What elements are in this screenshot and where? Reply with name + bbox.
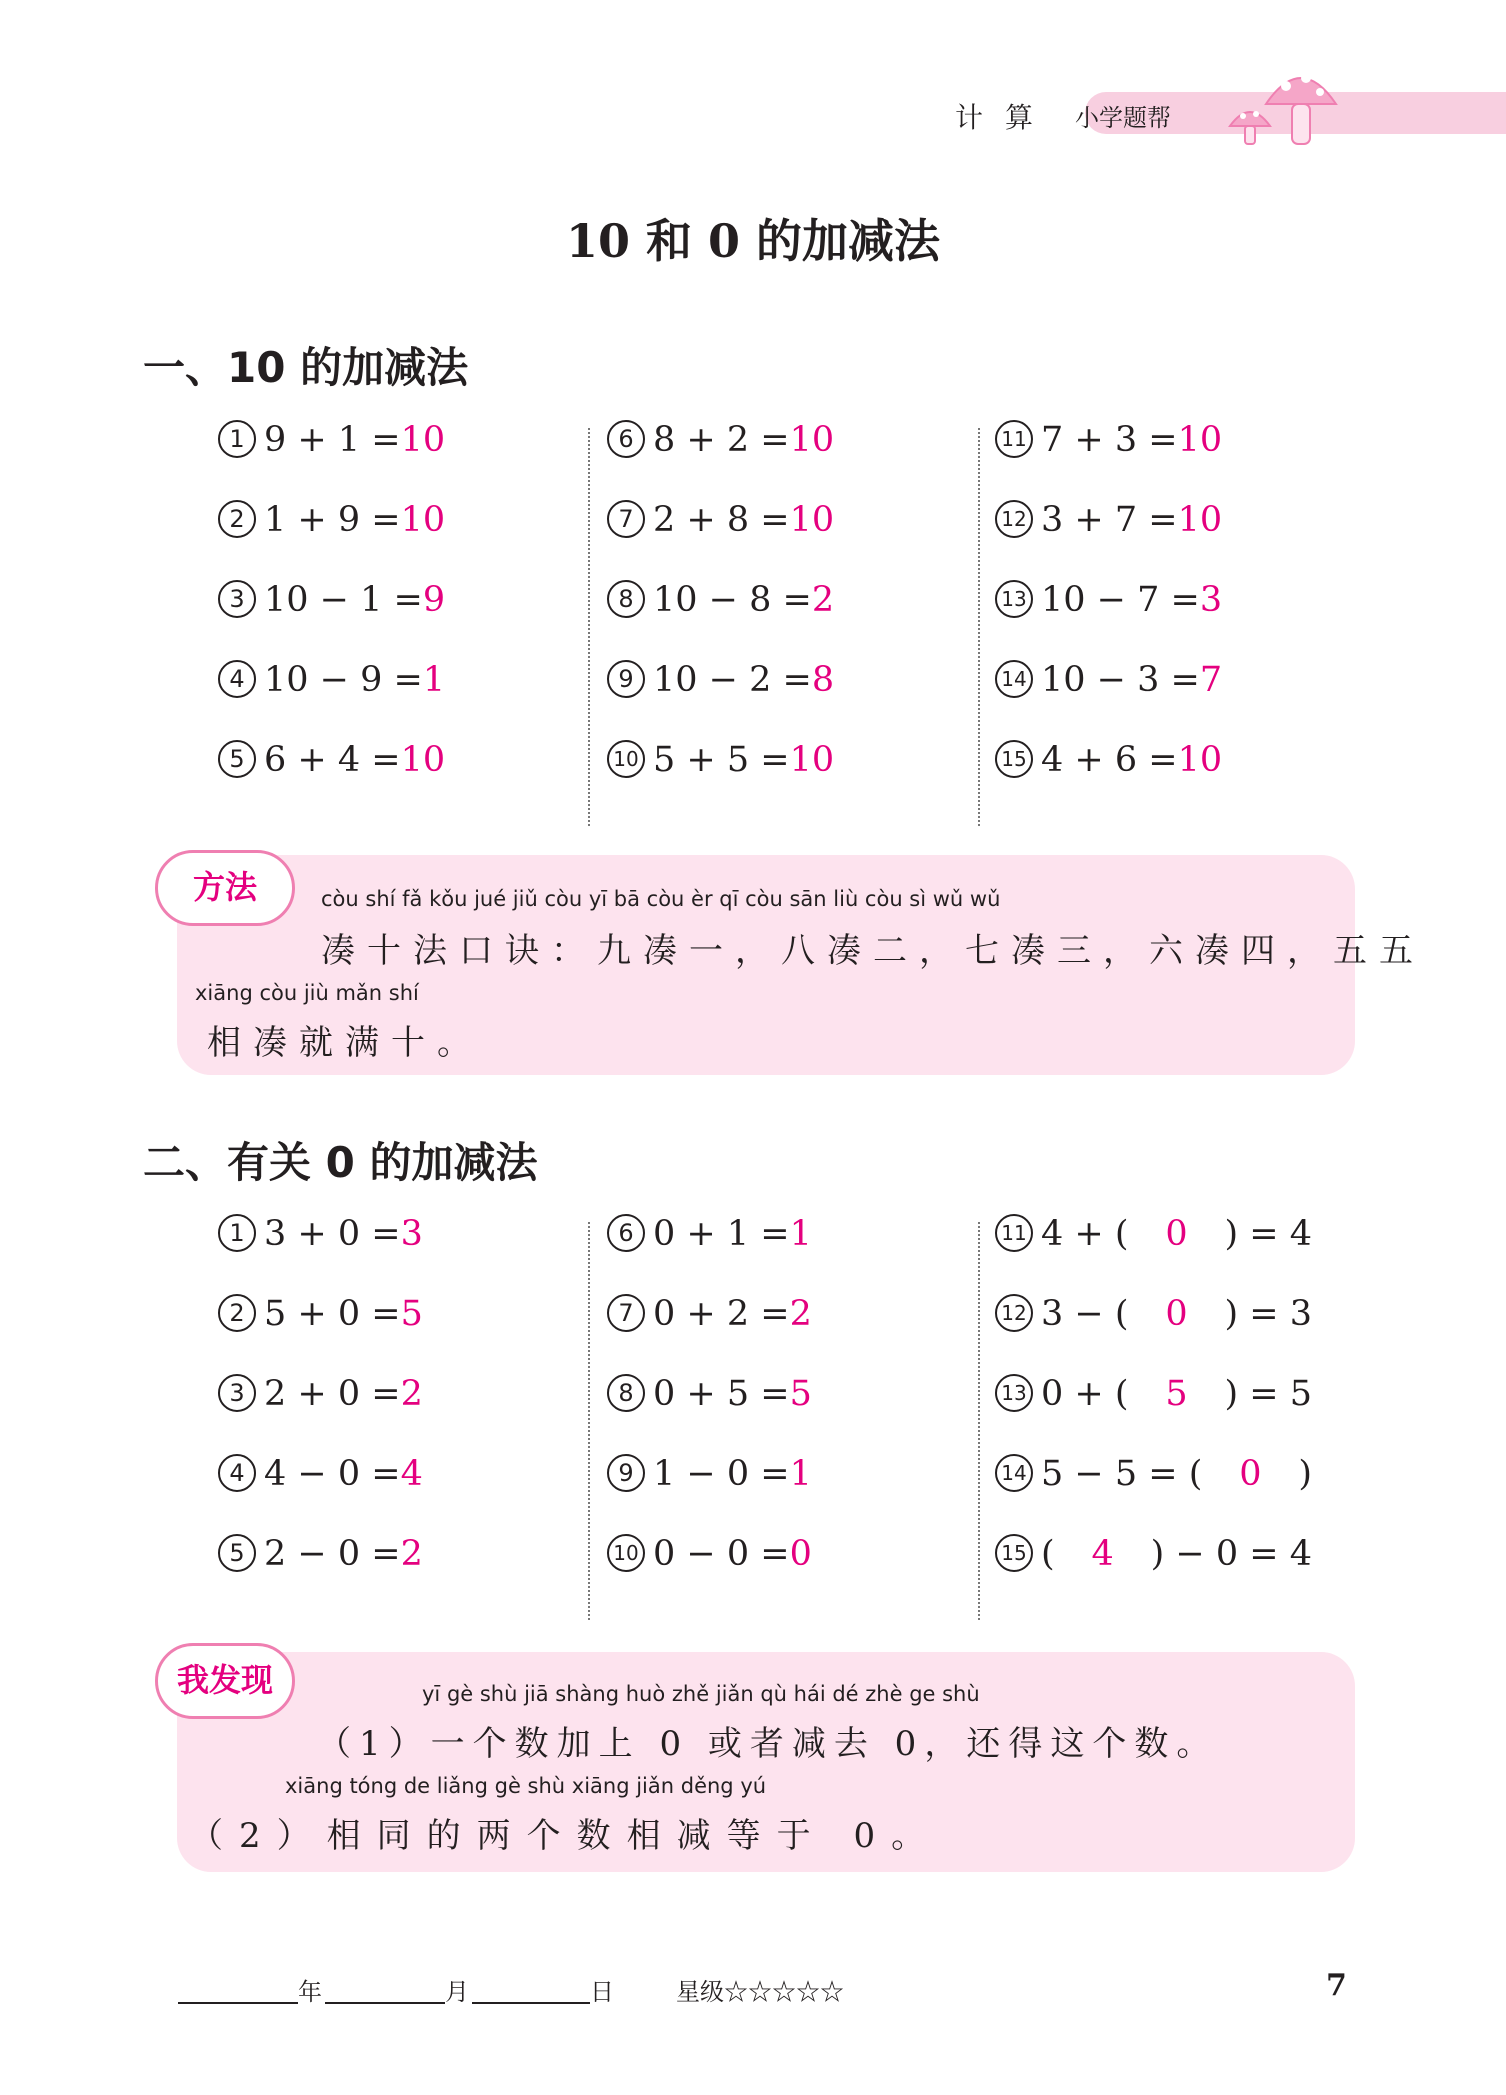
exercise-answer: 0	[1165, 1214, 1188, 1254]
exercise-expression: 9 + 1 =	[264, 420, 401, 460]
exercise-expression: 10 − 8 =	[653, 580, 812, 620]
exercise-item	[607, 1534, 812, 1575]
exercise-answer: 4	[400, 1454, 423, 1494]
exercise-answer: 2	[400, 1374, 423, 1414]
exercise-item	[995, 1454, 1312, 1495]
exercise-answer: 0	[789, 1534, 812, 1574]
exercise-number: 15	[995, 740, 1033, 778]
exercise-number: 2	[218, 1294, 256, 1332]
exercise-expression: 5 + 0 =	[264, 1294, 401, 1334]
discovery-text-line1: （1）一个数加上 0 或者减去 0，还得这个数。	[317, 1724, 1219, 1764]
exercise-number: 4	[218, 1454, 256, 1492]
exercise-answer: 10	[789, 740, 835, 780]
exercise-answer: 4	[1091, 1534, 1114, 1574]
exercise-expression: 3 − (	[1041, 1294, 1129, 1334]
exercise-answer: 8	[811, 660, 835, 700]
exercise-answer: 2	[789, 1294, 812, 1334]
exercise-answer: 10	[400, 420, 446, 460]
exercise-number: 8	[607, 1374, 645, 1412]
footer-month-label: 月	[445, 1978, 469, 2006]
exercise-number: 3	[218, 580, 256, 618]
column-divider	[978, 428, 980, 826]
discovery-pinyin-line1: yī gè shù jiā shàng huò zhě jiǎn qù hái dé zhè ge shù	[422, 1682, 980, 1706]
exercise-number: 6	[607, 420, 645, 458]
header-brand: 小学题帮	[1075, 104, 1171, 132]
exercise-expression: 2 − 0 =	[264, 1534, 401, 1574]
exercise-item	[607, 1214, 812, 1255]
footer-year-label: 年	[298, 1978, 322, 2006]
exercise-item	[995, 1214, 1312, 1255]
exercise-item	[995, 500, 1222, 541]
exercise-answer: 5	[789, 1374, 812, 1414]
exercise-expression: 3 + 0 =	[264, 1214, 401, 1254]
column-divider	[588, 1222, 590, 1620]
exercise-item	[607, 1454, 812, 1495]
exercise-expression: 10 − 2 =	[653, 660, 812, 700]
exercise-number: 12	[995, 1294, 1033, 1332]
exercise-answer: 10	[789, 420, 835, 460]
exercise-number: 4	[218, 660, 256, 698]
exercise-answer: 0	[1165, 1294, 1188, 1334]
exercise-item	[218, 660, 445, 701]
exercise-item	[218, 580, 445, 621]
exercise-answer: 0	[1239, 1454, 1262, 1494]
day-blank[interactable]	[472, 2002, 590, 2004]
exercise-expression: 2 + 0 =	[264, 1374, 401, 1414]
exercise-item	[607, 580, 834, 621]
exercise-number: 1	[218, 420, 256, 458]
exercise-expression: 1 + 9 =	[264, 500, 401, 540]
exercise-number: 7	[607, 500, 645, 538]
exercise-expression: 10 − 3 =	[1041, 660, 1200, 700]
exercise-number: 9	[607, 1454, 645, 1492]
exercise-number: 10	[607, 740, 645, 778]
exercise-number: 14	[995, 1454, 1033, 1492]
exercise-expression: 3 + 7 =	[1041, 500, 1178, 540]
exercise-answer: 10	[789, 500, 835, 540]
discovery-text-line2: （2）相同的两个数相减等于 0。	[189, 1816, 942, 1856]
mushroom-icon	[1262, 58, 1340, 148]
exercise-expression: ) − 0 = 4	[1150, 1534, 1313, 1574]
exercise-item	[607, 660, 834, 701]
exercise-number: 10	[607, 1534, 645, 1572]
discovery-pinyin-line2: xiāng tóng de liǎng gè shù xiāng jiǎn děng yú	[285, 1774, 767, 1798]
exercise-expression: 5 + 5 =	[653, 740, 790, 780]
exercise-expression: 0 − 0 =	[653, 1534, 790, 1574]
exercise-expression: 4 + 6 =	[1041, 740, 1178, 780]
exercise-item	[995, 420, 1222, 461]
exercise-number: 11	[995, 420, 1033, 458]
exercise-item	[218, 1294, 423, 1335]
exercise-number: 5	[218, 740, 256, 778]
month-blank[interactable]	[325, 2002, 445, 2004]
exercise-number: 3	[218, 1374, 256, 1412]
method-badge: 方法	[155, 850, 295, 926]
column-divider	[588, 428, 590, 826]
section2-heading: 二、有关 0 的加减法	[143, 1138, 538, 1187]
exercise-expression: 10 − 1 =	[264, 580, 423, 620]
exercise-number: 12	[995, 500, 1033, 538]
exercise-expression: 7 + 3 =	[1041, 420, 1178, 460]
exercise-item	[607, 420, 834, 461]
exercise-answer: 7	[1199, 660, 1223, 700]
exercise-number: 11	[995, 1214, 1033, 1252]
exercise-number: 7	[607, 1294, 645, 1332]
exercise-item	[607, 500, 834, 541]
exercise-expression: ) = 4	[1224, 1214, 1312, 1254]
year-blank[interactable]	[178, 2002, 298, 2004]
star-rating[interactable]: 星级☆☆☆☆☆	[676, 1978, 844, 2006]
exercise-item	[218, 1374, 423, 1415]
exercise-answer: 5	[400, 1294, 423, 1334]
footer-day-label: 日	[590, 1978, 614, 2006]
exercise-expression: 4 + (	[1041, 1214, 1129, 1254]
exercise-answer: 10	[1177, 500, 1223, 540]
exercise-number: 13	[995, 1374, 1033, 1412]
exercise-number: 15	[995, 1534, 1033, 1572]
exercise-answer: 3	[400, 1214, 423, 1254]
exercise-item	[607, 740, 834, 781]
exercise-answer: 2	[400, 1534, 423, 1574]
exercise-answer: 2	[811, 580, 835, 620]
page-number: 7	[1326, 1968, 1347, 2003]
exercise-number: 1	[218, 1214, 256, 1252]
discovery-badge: 我发现	[155, 1643, 295, 1719]
exercise-number: 6	[607, 1214, 645, 1252]
exercise-expression: 0 + 2 =	[653, 1294, 790, 1334]
exercise-expression: 10 − 7 =	[1041, 580, 1200, 620]
exercise-expression: )	[1298, 1454, 1313, 1494]
exercise-number: 8	[607, 580, 645, 618]
exercise-answer: 10	[1177, 420, 1223, 460]
exercise-expression: 0 + 5 =	[653, 1374, 790, 1414]
method-text-line2: 相凑就满十。	[207, 1023, 483, 1063]
method-box	[177, 855, 1425, 1075]
discovery-box	[177, 1652, 1355, 1872]
exercise-expression: 0 + (	[1041, 1374, 1129, 1414]
method-text-line1: 凑十法口诀：九凑一，八凑二，七凑三，六凑四，五五	[321, 931, 1425, 971]
exercise-item	[995, 1374, 1312, 1415]
exercise-answer: 5	[1165, 1374, 1188, 1414]
exercise-expression: 6 + 4 =	[264, 740, 401, 780]
exercise-item	[218, 1214, 423, 1255]
exercise-answer: 10	[1177, 740, 1223, 780]
exercise-expression: 1 − 0 =	[653, 1454, 790, 1494]
exercise-answer: 1	[789, 1454, 812, 1494]
method-pinyin-line1: còu shí fǎ kǒu jué jiǔ còu yī bā còu èr qī còu sān liù còu sì wǔ wǔ	[321, 887, 1001, 911]
exercise-answer: 1	[789, 1214, 812, 1254]
exercise-number: 13	[995, 580, 1033, 618]
exercise-item	[995, 660, 1222, 701]
exercise-item	[995, 740, 1222, 781]
exercise-expression: 2 + 8 =	[653, 500, 790, 540]
exercise-expression: 4 − 0 =	[264, 1454, 401, 1494]
exercise-item	[995, 1534, 1312, 1575]
exercise-item	[995, 1294, 1312, 1335]
exercise-number: 5	[218, 1534, 256, 1572]
section1-heading: 一、10 的加减法	[143, 343, 469, 392]
header-subject: 计算	[955, 101, 1056, 134]
exercise-answer: 10	[400, 740, 446, 780]
exercise-answer: 1	[422, 660, 446, 700]
exercise-expression: ) = 3	[1224, 1294, 1312, 1334]
exercise-expression: ) = 5	[1224, 1374, 1312, 1414]
exercise-item	[218, 740, 445, 781]
exercise-item	[218, 500, 445, 541]
exercise-expression: (	[1041, 1534, 1055, 1574]
exercise-expression: 10 − 9 =	[264, 660, 423, 700]
exercise-number: 9	[607, 660, 645, 698]
exercise-item	[995, 580, 1222, 621]
exercise-answer: 3	[1199, 580, 1223, 620]
method-pinyin-line2: xiāng còu jiù mǎn shí	[195, 981, 419, 1005]
exercise-expression: 0 + 1 =	[653, 1214, 790, 1254]
exercise-item	[218, 420, 445, 461]
exercise-number: 14	[995, 660, 1033, 698]
exercise-item	[218, 1454, 423, 1495]
exercise-answer: 10	[400, 500, 446, 540]
page-title: 10 和 0 的加减法	[565, 214, 941, 268]
exercise-item	[218, 1534, 423, 1575]
exercise-answer: 9	[422, 580, 446, 620]
exercise-item	[607, 1374, 812, 1415]
exercise-expression: 5 − 5 = (	[1041, 1454, 1203, 1494]
column-divider	[978, 1222, 980, 1620]
exercise-number: 2	[218, 500, 256, 538]
exercise-item	[607, 1294, 812, 1335]
exercise-expression: 8 + 2 =	[653, 420, 790, 460]
